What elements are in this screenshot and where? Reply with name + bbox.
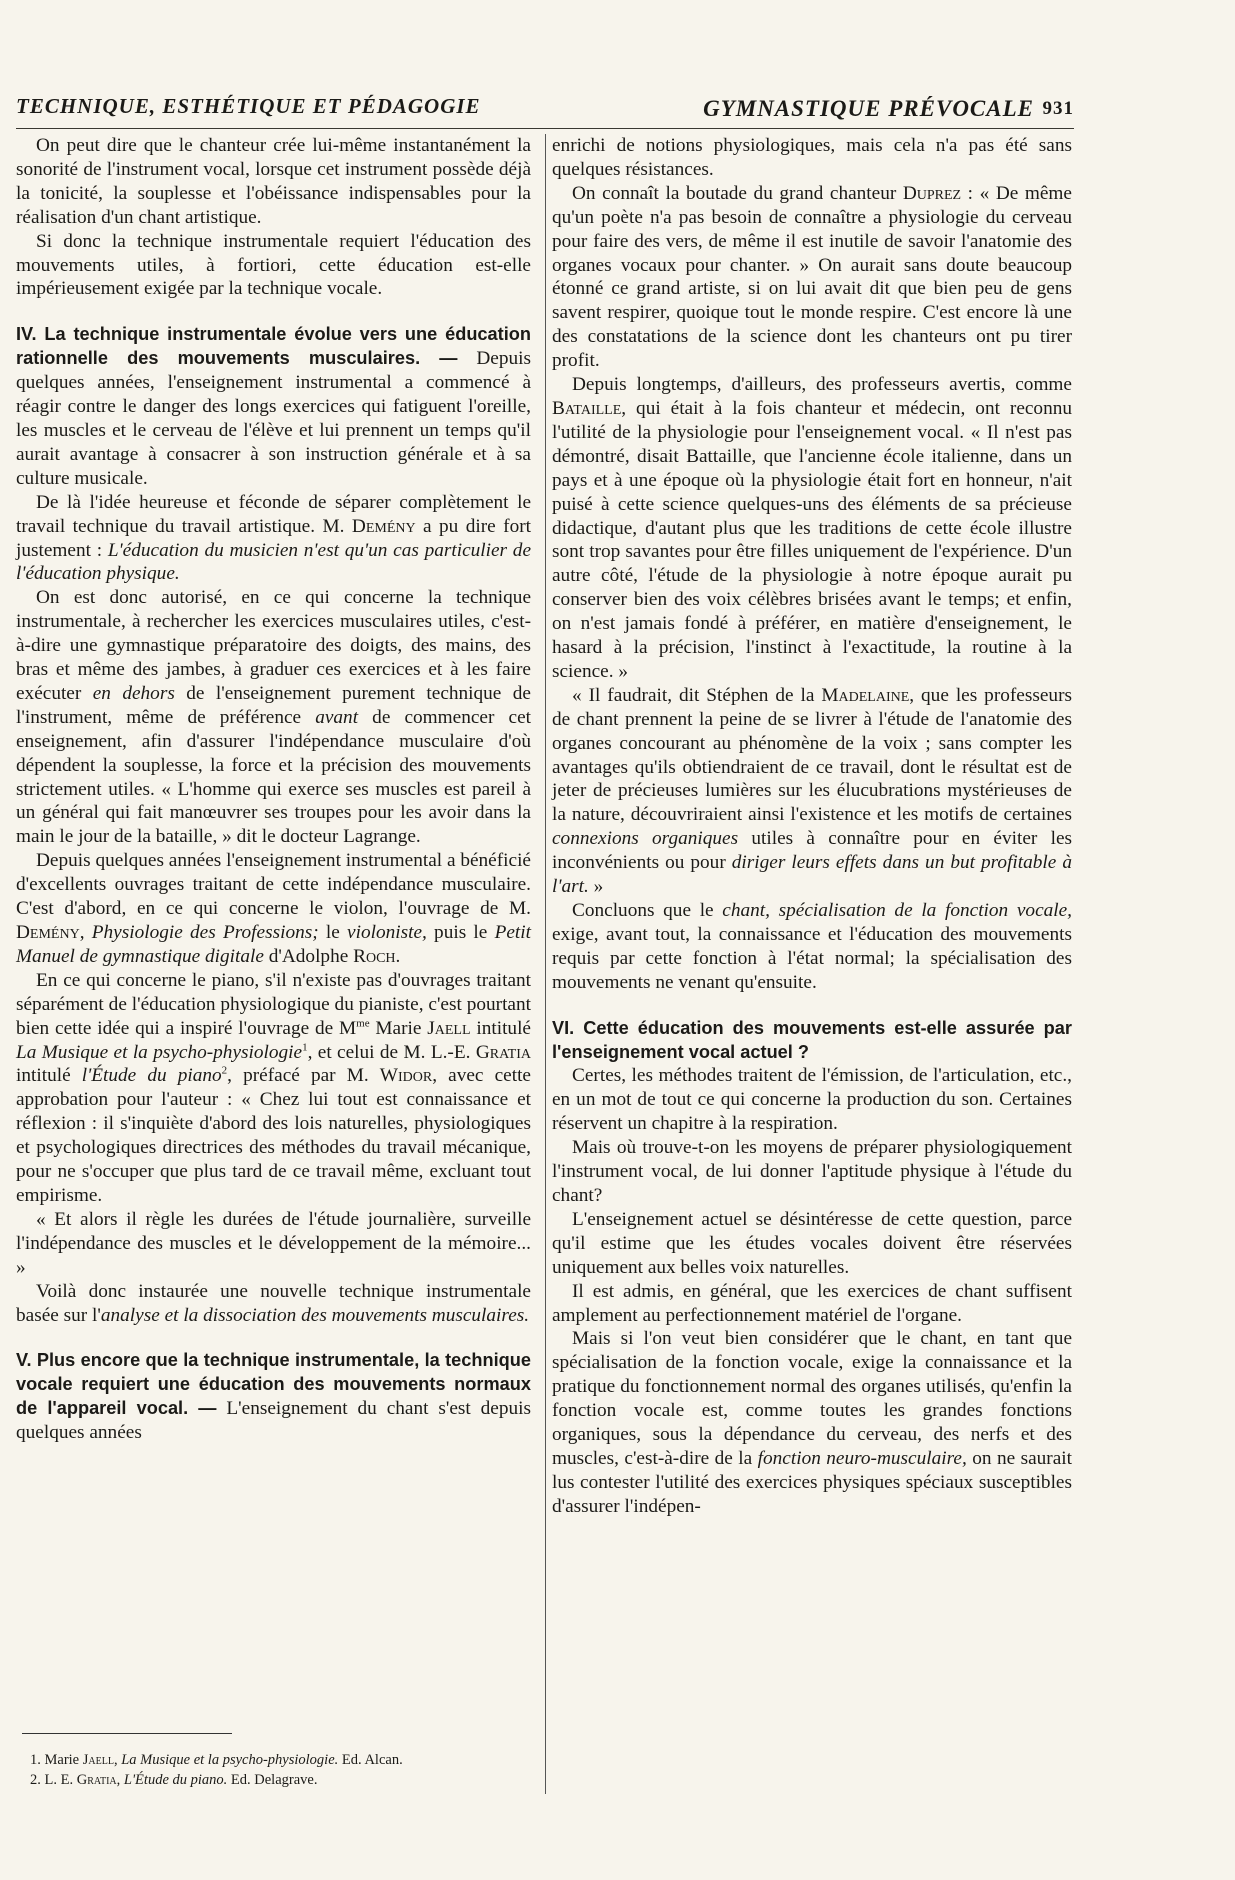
column-divider	[545, 134, 546, 1794]
author-name: Demény	[351, 515, 416, 537]
footnotes	[30, 1750, 530, 1790]
paragraph: Mais où trouve-t-on les moyens de préparer physiologiquement l'instrument vocal, de lui donner l'aptitude physique à l'étude du chant?	[552, 1137, 1072, 1206]
section-heading: IV. La technique instrumentale évolue vers une éducation rationnelle des mouvements musculaires. —	[16, 324, 531, 369]
section-v: V. Plus encore que la technique instrumentale, la technique vocale requiert une éducation des mouvements normaux de l'appareil vocal. — L'enseignement du chant s'est depuis quelques années	[16, 1350, 531, 1444]
paragraph: enrichi de notions physiologiques, mais cela n'a pas été sans quelques résistances.	[552, 135, 1072, 180]
paragraph: L'enseignement actuel se désintéresse de cette question, parce qu'il estime que les études vocales doivent être réservées uniquement aux belles voix naturelles.	[552, 1208, 1072, 1278]
author-name: Bataille	[552, 397, 622, 419]
paragraph: « Il faudrait, dit Stéphen de la Madelaine, que les professeurs de chant prennent la peine de se livrer à l'étude de l'anatomie des organes concourant au phénomène de la voix ; sans compter les avantages qu'ils obtiendraient de ce travail, dont le résultat est de jeter de précieuses lumières sur les élucubrations mystérieuses de la nature, découvriraient ainsi l'existence et les motifs de certaines connexions organiques utiles à connaître pour en éviter les inconvénients ou pour diriger leurs effets dans un but profitable à l'art. »	[552, 684, 1072, 898]
header-right-title: GYMNASTIQUE PRÉVOCALE	[703, 96, 1034, 121]
header-left-title: TECHNIQUE, ESTHÉTIQUE ET PÉDAGOGIE	[16, 94, 481, 118]
paragraph: En ce qui concerne le piano, s'il n'existe pas d'ouvrages traitant séparément de l'éducation physiologique du pianiste, c'est pourtant bien cette idée qui a inspiré l'ouvrage de $M^{me}$ Marie Jaell intitulé La Musique et la psycho-physiologie$^1$, et celui de M. L.-E. Gratia intitulé l'Étude du piano$^2$, préfacé par M. Widor, avec cette approbation pour l'auteur : « Chez lui tout est connaissance et réflexion : il s'inquiète d'abord des lois naturelles, physiologiques et psychologiques directrices des méthodes du travail mécanique, pour ne s'occuper que plus tard de ce travail même, excluant tout empirisme.	[16, 969, 531, 1206]
running-header	[16, 90, 1074, 129]
paragraph: De là l'idée heureuse et féconde de séparer complètement le travail technique du travail artistique. M. Demény a pu dire fort justement : L'éducation du musicien n'est qu'un cas particulier de l'éducation physique.	[16, 491, 532, 585]
section-heading: VI. Cette éducation des mouvements est-elle assurée par l'enseignement vocal actuel ?	[552, 1017, 1072, 1062]
footnote-ref: 2	[221, 1065, 228, 1078]
paragraph: On connaît la boutade du grand chanteur Duprez : « De même qu'un poète n'a pas besoin de connaître a physiologie du cerveau pour faire des vers, de même il est inutile de savoir l'anatomie des organes vocaux pour chanter. » On aurait sans doute beaucoup étonné ce grand artiste, si on lui avait dit que bien peu de gens savent respirer, quoique tout le monde respire. C'est encore là une des constatations de la science dont les chanteurs ont pu tirer profit.	[552, 182, 1072, 372]
footnote: 1. Marie Jaell, La Musique et la psycho-physiologie. Ed. Alcan.	[30, 1752, 403, 1768]
footnote-ref: 1	[302, 1041, 308, 1054]
paragraph: « Et alors il règle les durées de l'étude journalière, surveille l'indépendance des muscles et le développement de la mémoire... »	[16, 1208, 531, 1278]
paragraph: On est donc autorisé, en ce qui concerne la technique instrumentale, à rechercher les exercices musculaires utiles, c'est-à-dire une gymnastique préparatoire des doigts, des mains, des bras et même des jambes, à graduer ces exercices et à les faire exécuter en dehors de l'enseignement purement technique de l'instrument, même de préférence avant de commencer cet enseignement, afin d'assurer l'indépendance musculaire d'où dépendent la souplesse, la force et la précision des mouvements strictement utiles. « L'homme qui exerce ses muscles est pareil à un général qui fait manœuvrer ses troupes pour les avoir dans la main le jour de la bataille, » dit le docteur Lagrange.	[16, 587, 531, 848]
author-name: Widor	[379, 1065, 433, 1087]
quote: L'éducation du musicien n'est qu'un cas particulier de l'éducation physique.	[16, 539, 532, 585]
section-heading: V. Plus encore que la technique instrumentale, la technique vocale requiert une éducation des mouvements normaux de l'appareil vocal. —	[16, 1350, 531, 1419]
author-name: Demény	[16, 922, 80, 943]
paragraph: Il est admis, en général, que les exercices de chant suffisent amplement au perfectionnement matériel de l'organe.	[552, 1280, 1072, 1326]
paragraph: Si donc la technique instrumentale requiert l'éducation des mouvements utiles, à fortiori, cette éducation est-elle impérieusement exigée par la technique vocale.	[16, 230, 531, 300]
paragraph: Concluons que le chant, spécialisation de la fonction vocale, exige, avant tout, la connaissance et l'éducation des mouvements requis par cette fonction à l'état normal; la spécialisation des mouvements ne venant qu'ensuite.	[552, 900, 1073, 993]
author-name: Jaell	[427, 1017, 471, 1039]
paragraph: Voilà donc instaurée une nouvelle technique instrumentale basée sur l'analyse et la dissociation des mouvements musculaires.	[16, 1280, 531, 1326]
footnote: 2. L. E. Gratia, L'Étude du piano. Ed. Delagrave.	[30, 1772, 318, 1788]
author-name: Gratia	[475, 1041, 531, 1063]
paragraph: On peut dire que le chanteur crée lui-même instantanément la sonorité de l'instrument vocal, lorsque cet instrument possède déjà la tonicité, la souplesse et l'obéissance indispensables pour la réalisation d'un chant artistique.	[16, 135, 531, 228]
paragraph: Depuis quelques années l'enseignement instrumental a bénéficié d'excellents ouvrages traitant de cette indépendance musculaire. C'est d'abord, en ce qui concerne le violon, l'ouvrage de M. Demény, Physiologie des Professions; le violoniste, puis le Petit Manuel de gymnastique digitale d'Adolphe Roch.	[16, 850, 531, 967]
paragraph: Certes, les méthodes traitent de l'émission, de l'articulation, etc., en un mot de tout ce qui concerne la production du son. Certaines réservent un chapitre à la respiration.	[552, 1065, 1072, 1135]
footnote-rule	[22, 1733, 232, 1734]
section-iv: IV. La technique instrumentale évolue vers une éducation rationnelle des mouvements musculaires. — Depuis quelques années, l'enseignement instrumental a commencé à réagir contre le danger des longs exercices qui fatiguent l'oreille, les muscles et le cerveau de l'élève et lui prennent un temps qu'il aurait avantage à consacrer à son instruction générale et à sa culture musicale.	[16, 324, 531, 489]
section-vi	[552, 1017, 1072, 1065]
right-column	[552, 134, 1072, 1519]
paragraph: Mais si l'on veut bien considérer que le chant, en tant que spécialisation de la fonction vocale, exige la connaissance et la pratique du fonctionnement normal des organes utilisés, qu'enfin la fonction vocale est, comme toutes les grandes fonctions organiques, sous la dépendance du cerveau, des nerfs et des muscles, c'est-à-dire de la fonction neuro-musculaire, on ne saurait lus contester l'utilité des exercices physiques spéciaux susceptibles d'assurer l'indépen-	[552, 1328, 1072, 1517]
author-name: Roch	[353, 945, 396, 967]
left-column	[16, 134, 531, 1445]
author-name: Madelaine	[821, 684, 910, 706]
page-number: 931	[1042, 98, 1074, 119]
author-name: Duprez	[902, 182, 962, 204]
paragraph: Depuis longtemps, d'ailleurs, des professeurs avertis, comme Bataille, qui était à la fois chanteur et médecin, ont reconnu l'utilité de la physiologie pour l'enseignement vocal. « Il n'est pas démontré, disait Battaille, que l'ancienne école italienne, dans un pays et à une époque où la physiologie était fort en honneur, n'ait puisé à cette science quelques-uns des éléments de sa précieuse didactique, d'autant plus que les traditions de cette école illustre sont trop savantes pour être filles uniquement de l'expérience. D'un autre côté, l'étude de la physiologie à notre époque aurait pu conserver bien des voix célèbres brisées avant le temps; et enfin, on n'est jamais fondé à préférer, en matière d'enseignement, le hasard à la précision, l'instinct à l'exactitude, la routine à la science. »	[552, 374, 1072, 682]
